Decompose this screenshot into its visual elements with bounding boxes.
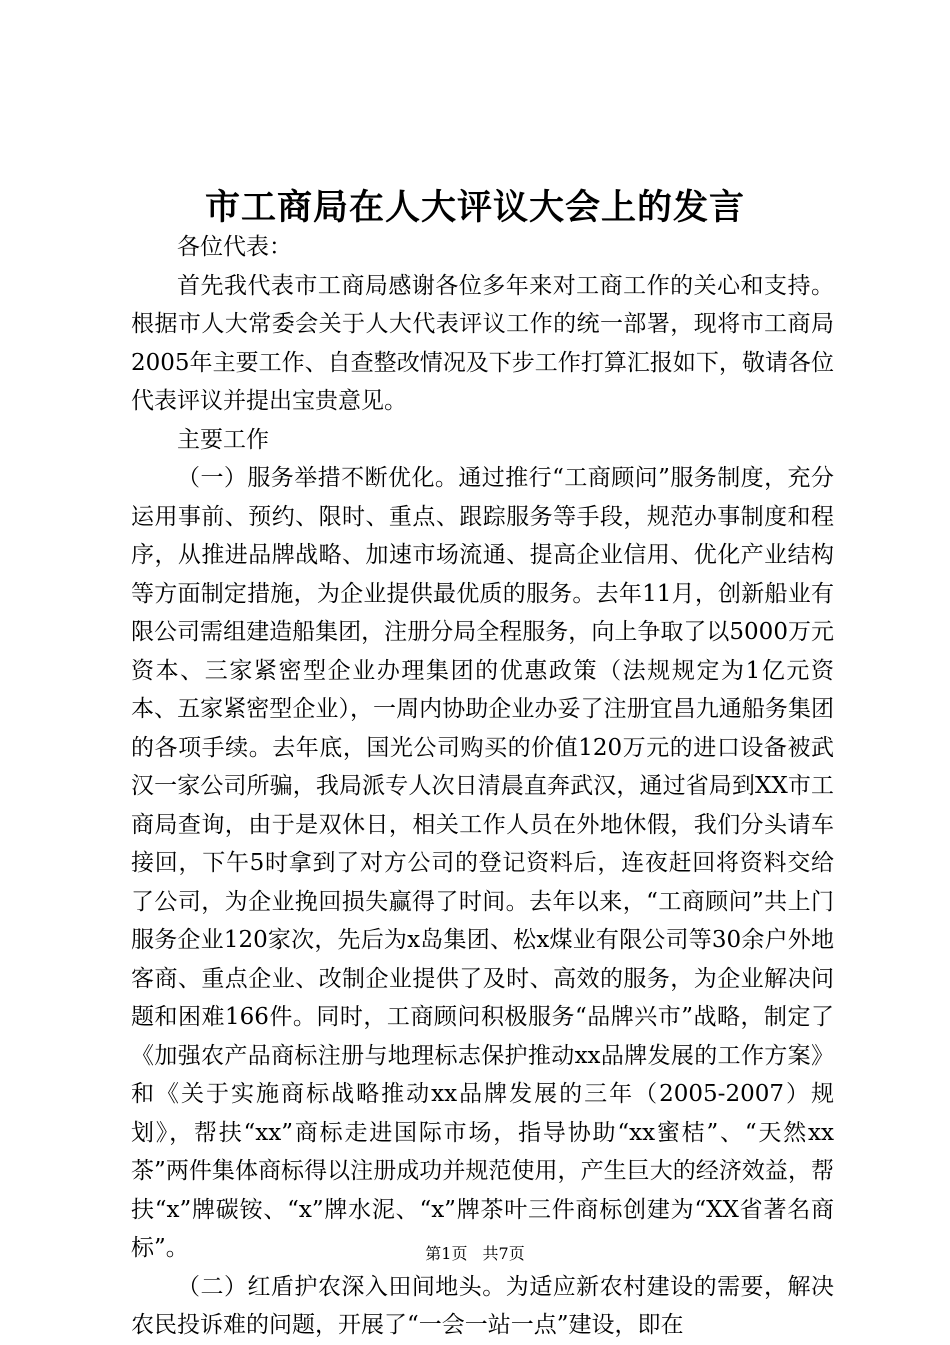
- page-number-current: 第1页: [425, 1244, 468, 1263]
- page-footer: [0, 1242, 950, 1266]
- salutation-paragraph: 各位代表：: [177, 234, 292, 260]
- document-body: [131, 228, 834, 1345]
- section-two-paragraph: （二）红盾护农深入田间地头。为适应新农村建设的需要，解决农民投诉难的问题，开展了“一会一站一点”建设，即在: [131, 1273, 834, 1338]
- section-heading-main-work: 主要工作: [177, 426, 269, 453]
- document-title: 市工商局在人大评议大会上的发言: [204, 187, 745, 228]
- page-number-total: 共7页: [482, 1244, 525, 1263]
- intro-paragraph: 首先我代表市工商局感谢各位多年来对工商工作的关心和支持。根据市人大常委会关于人大代表评议工作的统一部署，现将市工商局2005年主要工作、自查整改情况及下步工作打算汇报如下，敬请各位代表评议并提出宝贵意见。: [131, 272, 834, 414]
- section-one-paragraph: （一）服务举措不断优化。通过推行“工商顾问”服务制度，充分运用事前、预约、限时、重点、跟踪服务等手段，规范办事制度和程序，从推进品牌战略、加速市场流通、提高企业信用、优化产业结构等方面制定措施，为企业提供最优质的服务。去年11月，创新船业有限公司需组建造船集团，注册分局全程服务，向上争取了以5000万元资本、三家紧密型企业办理集团的优惠政策（法规规定为1亿元资本、五家紧密型企业），一周内协助企业办妥了注册宜昌九通船务集团的各项手续。去年底，国光公司购买的价值120万元的进口设备被武汉一家公司所骗，我局派专人次日清晨直奔武汉，通过省局到XX市工商局查询，由于是双休日，相关工作人员在外地休假，我们分头请车接回，下午5时拿到了对方公司的登记资料后，连夜赶回将资料交给了公司，为企业挽回损失赢得了时间。去年以来，“工商顾问”共上门服务企业120家次，先后为x岛集团、松x煤业有限公司等30余户外地客商、重点企业、改制企业提供了及时、高效的服务，为企业解决问题和困难166件。同时，工商顾问积极服务“品牌兴市”战略，制定了《加强农产品商标注册与地理标志保护推动xx品牌发展的工作方案》和《关于实施商标战略推动xx品牌发展的三年（2005-2007）规划》，帮扶“xx”商标走进国际市场，指导协助“xx蜜桔”、“天然xx茶”两件集体商标得以注册成功并规范使用，产生巨大的经济效益，帮扶“x”牌碳铵、“x”牌水泥、“x”牌茶叶三件商标创建为“XX省著名商标”。: [131, 465, 834, 1261]
